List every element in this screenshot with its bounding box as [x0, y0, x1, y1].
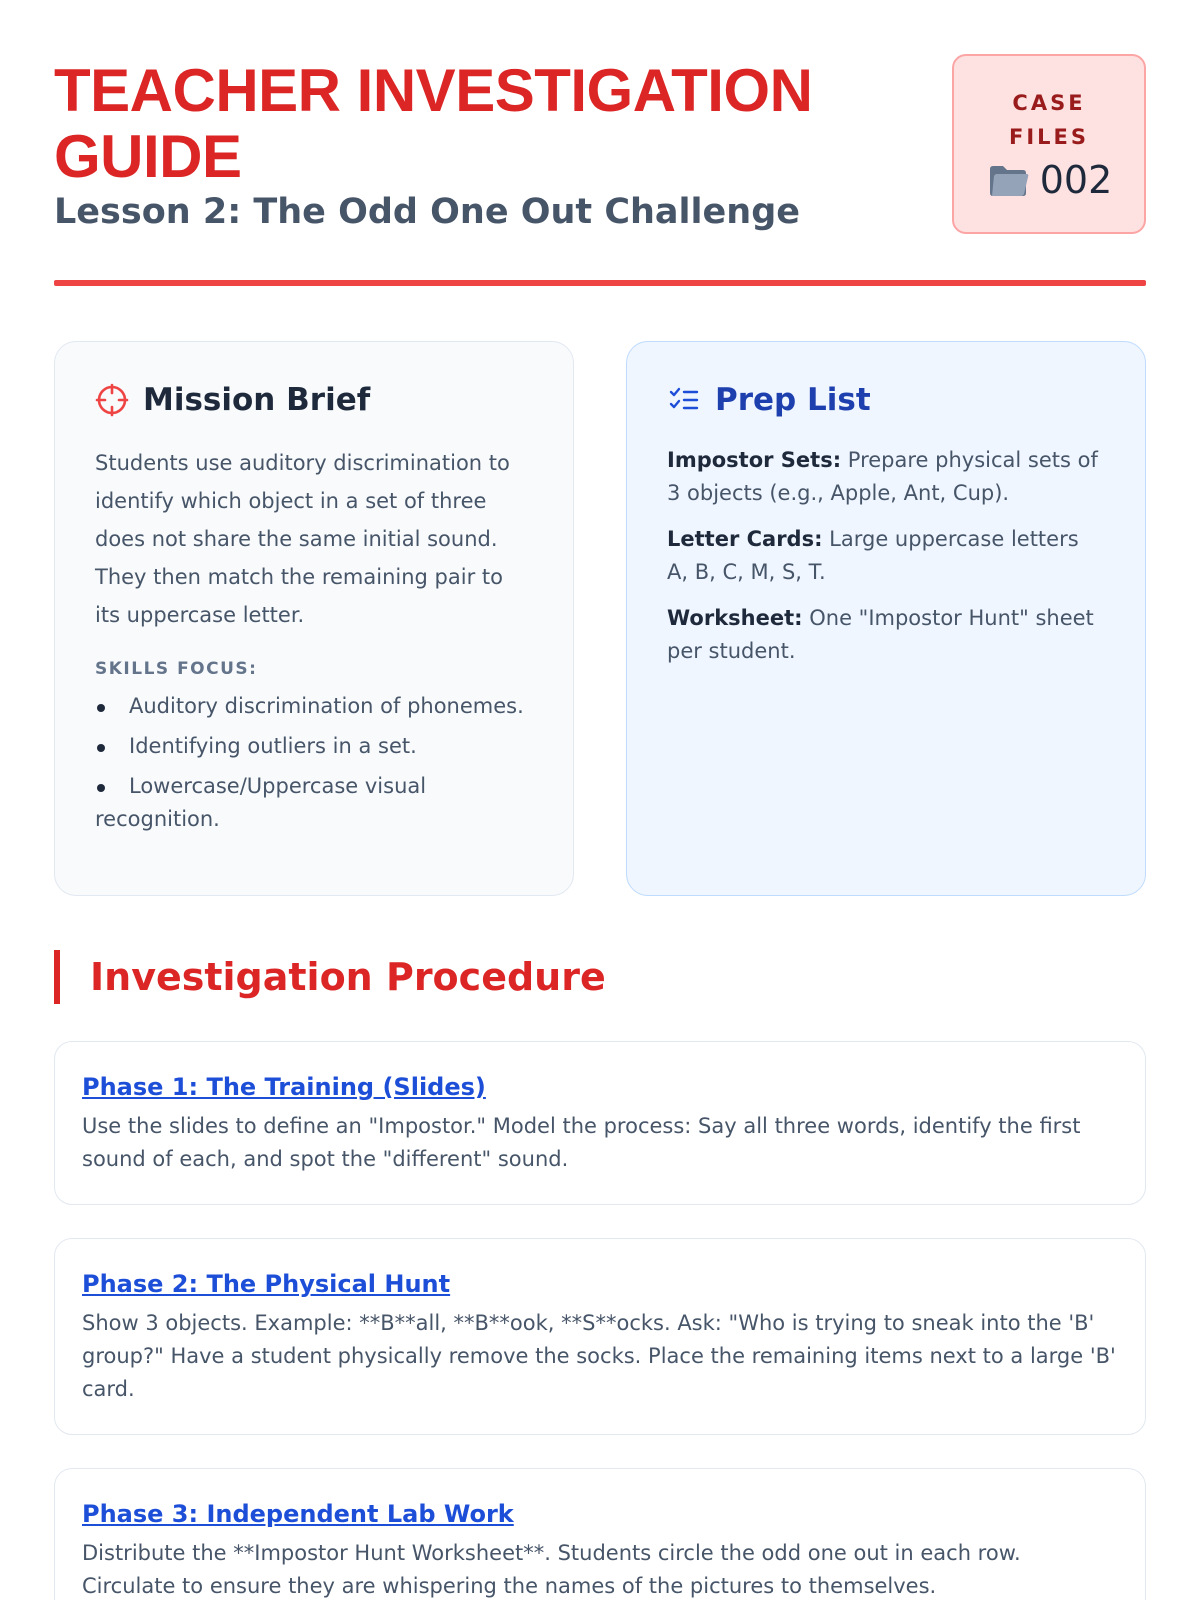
phase-3-link[interactable]: Phase 3: Independent Lab Work	[82, 1500, 514, 1528]
prep-list-title: Prep List	[715, 382, 871, 418]
prep-item-label: Worksheet:	[667, 606, 803, 630]
skills-list	[95, 690, 533, 836]
page-title: TEACHER INVESTIGATION GUIDE	[54, 57, 813, 190]
crosshair-icon	[95, 383, 129, 417]
list-item	[667, 523, 1105, 589]
folder-icon	[986, 161, 1030, 199]
phase-3-text: Distribute the **Impostor Hunt Worksheet**. Students circle the odd one out in each row. Circulate to ensure they are whispering the names of the pictures to themselves.	[82, 1541, 1021, 1598]
prep-item-label: Letter Cards:	[667, 527, 823, 551]
prep-item-text: Prepare physical sets of 3 objects (e.g., Apple, Ant, Cup).	[667, 448, 1098, 505]
list-item: Identifying outliers in a set.	[95, 730, 533, 763]
procedure-heading: Investigation Procedure	[54, 950, 606, 1004]
phase-card-3	[54, 1468, 1146, 1600]
list-item	[667, 602, 1105, 668]
header-divider	[54, 280, 1146, 286]
mission-brief-header	[95, 380, 533, 420]
phase-1-text: Use the slides to define an "Impostor." Model the process: Say all three words, identify the first sound of each, and spot the "different" sound.	[82, 1114, 1081, 1171]
case-files-label: CASE FILES	[1008, 91, 1089, 149]
mission-brief-text: Students use auditory discrimination to identify which object in a set of three does not share the same initial sound. They then match the remaining pair to its uppercase letter.	[95, 451, 510, 627]
skills-focus-label: SKILLS FOCUS:	[95, 659, 258, 679]
phase-card-2	[54, 1238, 1146, 1435]
info-cards	[54, 341, 1146, 896]
mission-brief-title: Mission Brief	[143, 382, 371, 418]
phase-card-1	[54, 1041, 1146, 1205]
prep-list-header	[667, 380, 1105, 420]
case-number-row	[954, 158, 1144, 202]
list-item: Auditory discrimination of phonemes.	[95, 690, 533, 723]
lesson-subtitle: Lesson 2: The Odd One Out Challenge	[54, 192, 800, 232]
list-item: Lowercase/Uppercase visual recognition.	[95, 770, 533, 836]
phase-2-link[interactable]: Phase 2: The Physical Hunt	[82, 1270, 451, 1298]
phase-2-text: Show 3 objects. Example: **B**all, **B**ook, **S**ocks. Ask: "Who is trying to sneak into the 'B' group?" Have a student physically remove the socks. Place the remaining items next to a large 'B' card.	[82, 1311, 1116, 1401]
prep-item-label: Impostor Sets:	[667, 448, 842, 472]
prep-item-text: One "Impostor Hunt" sheet per student.	[667, 606, 1094, 663]
mission-brief-card	[54, 341, 574, 896]
prep-item-text: Large uppercase letters A, B, C, M, S, T.	[667, 527, 1079, 584]
phase-1-link[interactable]: Phase 1: The Training (Slides)	[82, 1073, 486, 1101]
checklist-icon	[667, 383, 701, 417]
header	[54, 0, 1146, 288]
case-files-badge	[952, 54, 1146, 234]
case-number: 002	[1039, 158, 1113, 202]
list-item	[667, 444, 1105, 510]
prep-list-card	[626, 341, 1146, 896]
